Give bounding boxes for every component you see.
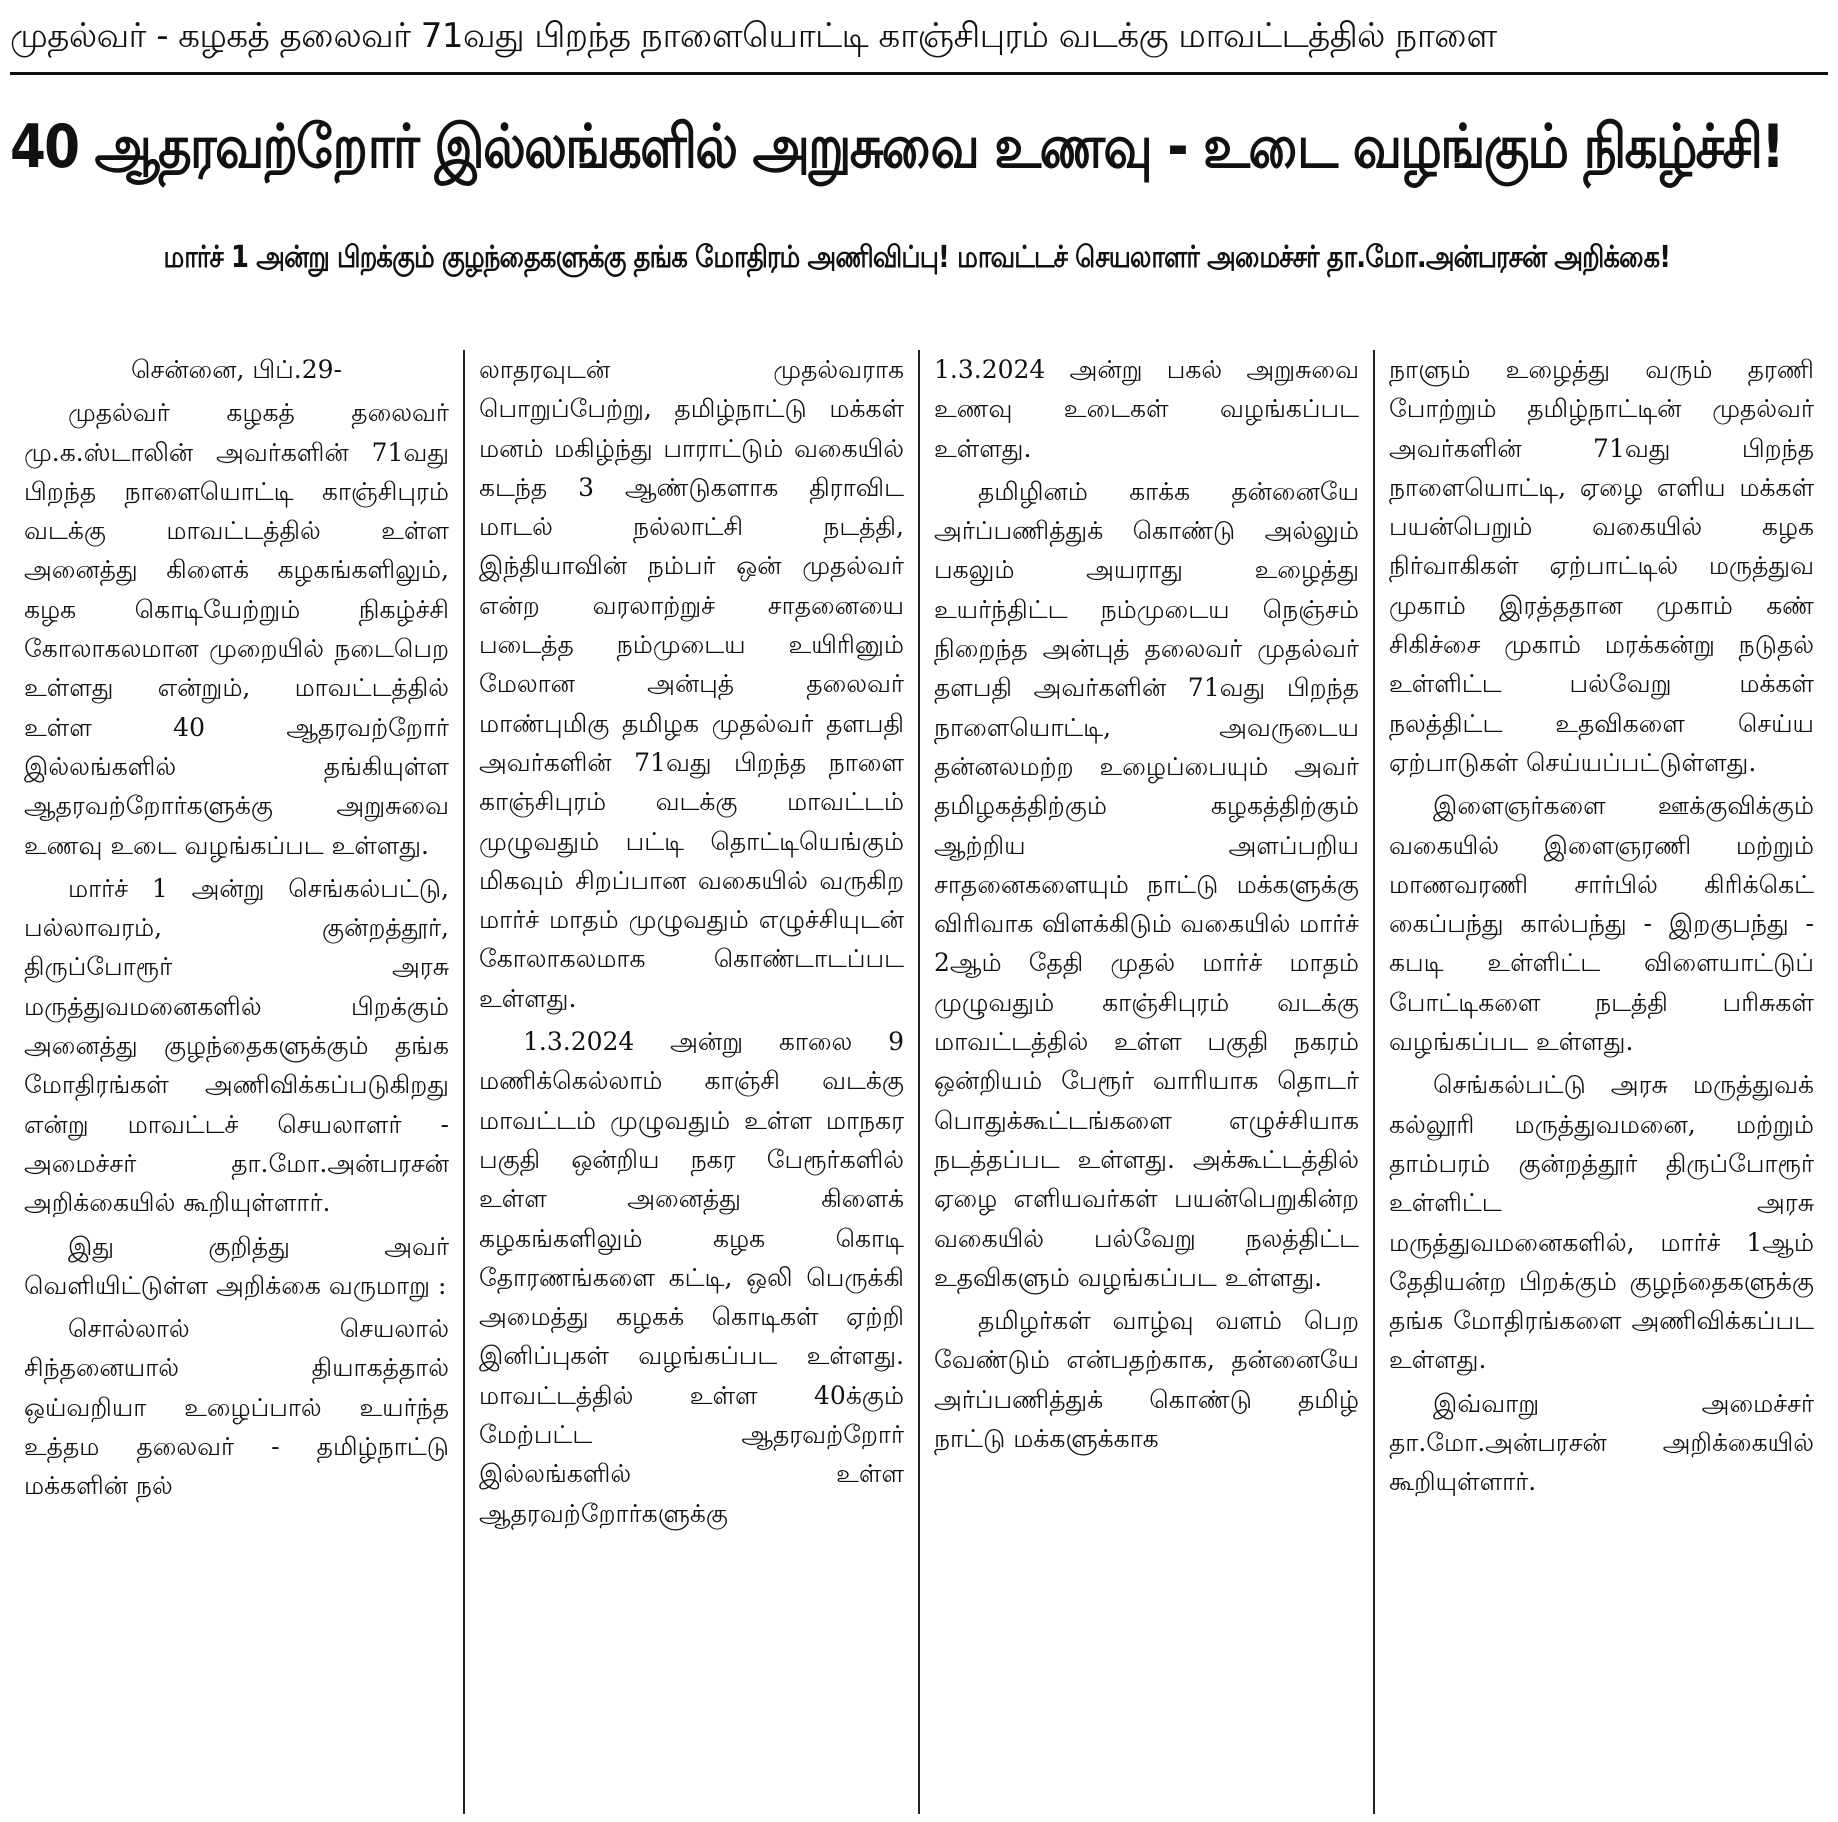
kicker-line: முதல்வர் - கழகத் தலைவர் 71வது பிறந்த நாளையொட்டி காஞ்சிபுரம் வடக்கு மாவட்டத்தில் நாளை (10, 0, 1828, 75)
paragraph: முதல்வர் கழகத் தலைவர் மு.க.ஸ்டாலின் அவர்களின் 71வது பிறந்த நாளையொட்டி காஞ்சிபுரம் வடக்கு மாவட்டத்தில் உள்ள அனைத்து கிளைக் கழகங்களிலும், கழக கொடியேற்றும் நிகழ்ச்சி கோலாகலமான முறையில் நடைபெற உள்ளது என்றும், மாவட்டத்தில் உள்ள 40 ஆதரவற்றோர் இல்லங்களில் தங்கியுள்ள ஆதரவற்றோர்களுக்கு அறுசுவை உணவு உடை வழங்கப்பட உள்ளது. (24, 398, 449, 860)
column-1 (10, 350, 465, 1814)
column-2 (465, 350, 920, 1814)
article-body (10, 350, 1828, 1814)
paragraph: இவ்வாறு அமைச்சர் தா.மோ.அன்பரசன் அறிக்கையில் கூறியுள்ளார். (1389, 1388, 1814, 1497)
column-3 (920, 350, 1375, 1814)
paragraph: சொல்லால் செயலால் சிந்தனையால் தியாகத்தால் ஒய்வறியா உழைப்பால் உயர்ந்த உத்தம தலைவர் - தமிழ்நாட்டு மக்களின் நல் (24, 1314, 449, 1501)
headline: 40 ஆதரவற்றோர் இல்லங்களில் அறுசுவை உணவு - உடை வழங்கும் நிகழ்ச்சி! (10, 112, 1784, 182)
paragraph: இளைஞர்களை ஊக்குவிக்கும் வகையில் இளைஞரணி மற்றும் மாணவரணி சார்பில் கிரிக்கெட் கைப்பந்து கால்பந்து - இறகுபந்து - கபடி உள்ளிட்ட விளையாட்டுப் போட்டிகளை நடத்தி பரிசுகள் வழங்கப்பட உள்ளது. (1389, 791, 1814, 1057)
paragraph: மார்ச் 1 அன்று செங்கல்பட்டு, பல்லாவரம், குன்றத்தூர், திருப்போரூர் அரசு மருத்துவமனைகளில் பிறக்கும் அனைத்து குழந்தைகளுக்கும் தங்க மோதிரங்கள் அணிவிக்கப்படுகிறது என்று மாவட்டச் செயலாளர் - அமைச்சர் தா.மோ.அன்பரசன் அறிக்கையில் கூறியுள்ளார். (24, 873, 449, 1218)
paragraph: தமிழர்கள் வாழ்வு வளம் பெற வேண்டும் என்பதற்காக, தன்னையே அர்ப்பணித்துக் கொண்டு தமிழ் நாட்டு மக்களுக்காக (934, 1306, 1359, 1454)
paragraph: லாதரவுடன் முதல்வராக பொறுப்பேற்று, தமிழ்நாட்டு மக்கள் மனம் மகிழ்ந்து பாராட்டும் வகையில் கடந்த 3 ஆண்டுகளாக திராவிட மாடல் நல்லாட்சி நடத்தி, இந்தியாவின் நம்பர் ஒன் முதல்வர் என்ற வரலாற்றுச் சாதனையை படைத்த நம்முடைய உயிரினும் மேலான அன்புத் தலைவர் மாண்புமிகு தமிழக முதல்வர் தளபதி அவர்களின் 71வது பிறந்த நாளை காஞ்சிபுரம் வடக்கு மாவட்டம் முழுவதும் பட்டி தொட்டியெங்கும் மிகவும் சிறப்பான வகையில் வருகிற மார்ச் மாதம் முழுவதும் எழுச்சியுடன் கோலாகலமாக கொண்டாடப்பட உள்ளது. (479, 355, 904, 1013)
paragraph: செங்கல்பட்டு அரசு மருத்துவக் கல்லூரி மருத்துவமனை, மற்றும் தாம்பரம் குன்றத்தூர் திருப்போரூர் உள்ளிட்ட அரசு மருத்துவமனைகளில், மார்ச் 1ஆம் தேதியன்ற பிறக்கும் குழந்தைகளுக்கு தங்க மோதிரங்களை அணிவிக்கப்பட உள்ளது. (1389, 1070, 1814, 1375)
dateline: சென்னை, பிப்.29- (131, 355, 342, 384)
paragraph: தமிழினம் காக்க தன்னையே அர்ப்பணித்துக் கொண்டு அல்லும் பகலும் அயராது உழைத்து உயர்ந்திட்ட நம்முடைய நெஞ்சம் நிறைந்த அன்புத் தலைவர் முதல்வர் தளபதி அவர்களின் 71வது பிறந்த நாளையொட்டி, அவருடைய தன்னலமற்ற உழைப்பையும் அவர் தமிழகத்திற்கும் கழகத்திற்கும் ஆற்றிய அளப்பறிய சாதனைகளையும் நாட்டு மக்களுக்கு விரிவாக விளக்கிடும் வகையில் மார்ச் 2ஆம் தேதி முதல் மார்ச் மாதம் முழுவதும் காஞ்சிபுரம் வடக்கு மாவட்டத்தில் உள்ள பகுதி நகரம் ஒன்றியம் பேரூர் வாரியாக தொடர் பொதுக்கூட்டங்களை எழுச்சியாக நடத்தப்பட உள்ளது. அக்கூட்டத்தில் ஏழை எளியவர்கள் பயன்பெறுகின்ற வகையில் பல்வேறு நலத்திட்ட உதவிகளும் வழங்கப்பட உள்ளது. (934, 476, 1359, 1292)
paragraph: இது குறித்து அவர் வெளியிட்டுள்ள அறிக்கை வருமாறு : (24, 1231, 449, 1300)
paragraph: 1.3.2024 அன்று காலை 9 மணிக்கெல்லாம் காஞ்சி வடக்கு மாவட்டம் முழுவதும் உள்ள மாநகர பகுதி ஒன்றிய நகர பேரூர்களில் உள்ள அனைத்து கிளைக் கழகங்களிலும் கழக கொடி தோரணங்களை கட்டி, ஒலி பெருக்கி அமைத்து கழகக் கொடிகள் ஏற்றி இனிப்புகள் வழங்கப்பட உள்ளது. மாவட்டத்தில் உள்ள 40க்கும் மேற்பட்ட ஆதரவற்றோர் இல்லங்களில் உள்ள ஆதரவற்றோர்களுக்கு (479, 1027, 904, 1528)
column-4 (1375, 350, 1828, 1814)
subheadline: மார்ச் 1 அன்று பிறக்கும் குழந்தைகளுக்கு தங்க மோதிரம் அணிவிப்பு! மாவட்டச் செயலாளர் அமைச்சர் தா.மோ.அன்பரசன் அறிக்கை! (163, 240, 1671, 275)
paragraph: 1.3.2024 அன்று பகல் அறுசுவை உணவு உடைகள் வழங்கப்பட உள்ளது. (934, 355, 1359, 463)
paragraph: நாளும் உழைத்து வரும் தரணி போற்றும் தமிழ்நாட்டின் முதல்வர் அவர்களின் 71வது பிறந்த நாளையொட்டி, ஏழை எளிய மக்கள் பயன்பெறும் வகையில் கழக நிர்வாகிகள் ஏற்பாட்டில் மருத்துவ முகாம் இரத்ததான முகாம் கண் சிகிச்சை முகாம் மரக்கன்று நடுதல் உள்ளிட்ட பல்வேறு மக்கள் நலத்திட்ட உதவிகளை செய்ய ஏற்பாடுகள் செய்யப்பட்டுள்ளது. (1389, 355, 1814, 777)
